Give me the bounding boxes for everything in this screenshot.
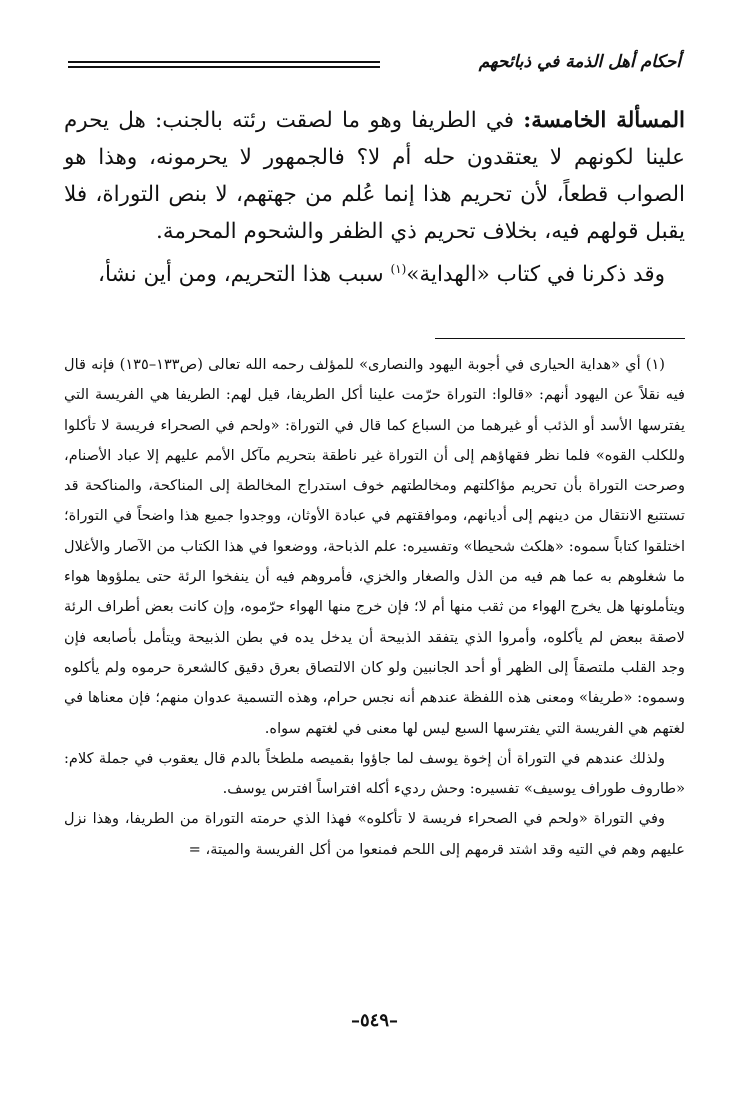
issue-label: المسألة الخامسة:: [523, 108, 685, 133]
running-title: أحكام أهل الذمة في ذبائحهم: [478, 52, 681, 72]
running-header: [64, 52, 685, 78]
footnotes: [64, 350, 685, 865]
footnote-paragraph: (١) أي «هداية الحيارى في أجوبة اليهود والنصارى» للمؤلف رحمه الله تعالى (ص١٣٣–١٣٥) فإنه قال فيه نقلاً عن اليهود أنهم: «قالوا: التوراة حرّمت علينا أكل الطريفا، قيل لهم: الطريفا هي الفريسة التي يفترسها الأسد أو الذئب أو غيرهما من السباع كما قال في التوراة: «ولحم في الصحراء فريسة لا تأكلوا وللكلب القوه» فلما نظر فقهاؤهم إلى أن التوراة غير ناطقة بتحريم مآكل الأمم عليهم إلا عباد الأصنام، وصرحت التوراة بأن تحريم مؤاكلتهم ومخالطتهم خوف استدراج المخالطة إلى المناكحة، والمناكحة قد تستتبع الانتقال من دينهم إلى أديانهم، وموافقتهم في عبادة الأوثان، ووجدوا جميع هذا واضحاً في التوراة؛ اختلقوا كتاباً سموه: «هلكث شحيطا» وتفسيره: علم الذباحة، ووضعوا في هذا الكتاب من الآصار والأغلال ما شغلوهم به عما هم فيه من الذل والصغار والخزي، فأمروهم فيه أن ينفخوا الرئة حتى يملؤوها هواء ويتأملونها هل يخرج الهواء من ثقب منها أم لا؛ فإن خرج منها الهواء حرّموه، وإن كانت بعض أطراف الرئة لاصقة ببعض لم يأكلوه، وأمروا الذي يتفقد الذبيحة أن يدخل يده في بطن الذبيحة ويتأمل بأصابعه فإن وجد القلب ملتصقاً إلى الظهر أو أحد الجانبين ولو كان الالتصاق بعرق دقيق كالشعرة حرموه ولم يأكلوه وسموه: «طريفا» ومعنى هذه اللفظة عندهم أنه نجس حرام، وهذه التسمية عدوان منهم؛ فإن معناها في لغتهم هي الفريسة التي يفترسها السبع ليس لها معنى في لغتهم سواه.: [64, 356, 685, 737]
footnote-paragraph: ولذلك عندهم في التوراة أن إخوة يوسف لما جاؤوا بقميصه ملطخاً بالدم قال يعقوب في جملة كلام: «طاروف طوراف يوسيف» تفسيره: وحش رديء أكله افتراساً افترس يوسف.: [64, 749, 685, 798]
book-page: [64, 40, 685, 1080]
header-rule: [68, 66, 380, 68]
para2-text-end: سبب هذا التحريم، ومن أين نشأ،: [98, 262, 391, 287]
footnote-separator: [435, 338, 685, 339]
issue-text: في الطريفا وهو ما لصقت رئته بالجنب: هل يحرم علينا لكونهم لا يعتقدون حله أم لا؟ فالجمهور لا يحرمونه، وهذا هو الصواب قطعاً، لأن تحريم هذا إنما عُلم من جهتهم، لا بنص التوراة، فلا يقبل قولهم فيه، بخلاف تحريم ذي الظفر والشحوم المحرمة.: [64, 108, 685, 244]
footnote-reference: (١): [390, 261, 407, 276]
main-paragraph: [64, 256, 685, 293]
main-paragraph: [64, 102, 685, 250]
page-number: –٥٤٩–: [350, 1010, 398, 1031]
header-rule: [68, 61, 380, 63]
main-text: [64, 102, 685, 293]
footnote-paragraph: وفي التوراة «ولحم في الصحراء فريسة لا تأكلوه» فهذا الذي حرمته التوراة من الطريفا، وهذا نزل عليهم وهم في التيه وقد اشتد قرمهم إلى اللحم فمنعوا من أكل الفريسة والميتة، =: [64, 810, 685, 858]
para2-text-start: وقد ذكرنا في كتاب «الهداية»: [406, 262, 665, 287]
